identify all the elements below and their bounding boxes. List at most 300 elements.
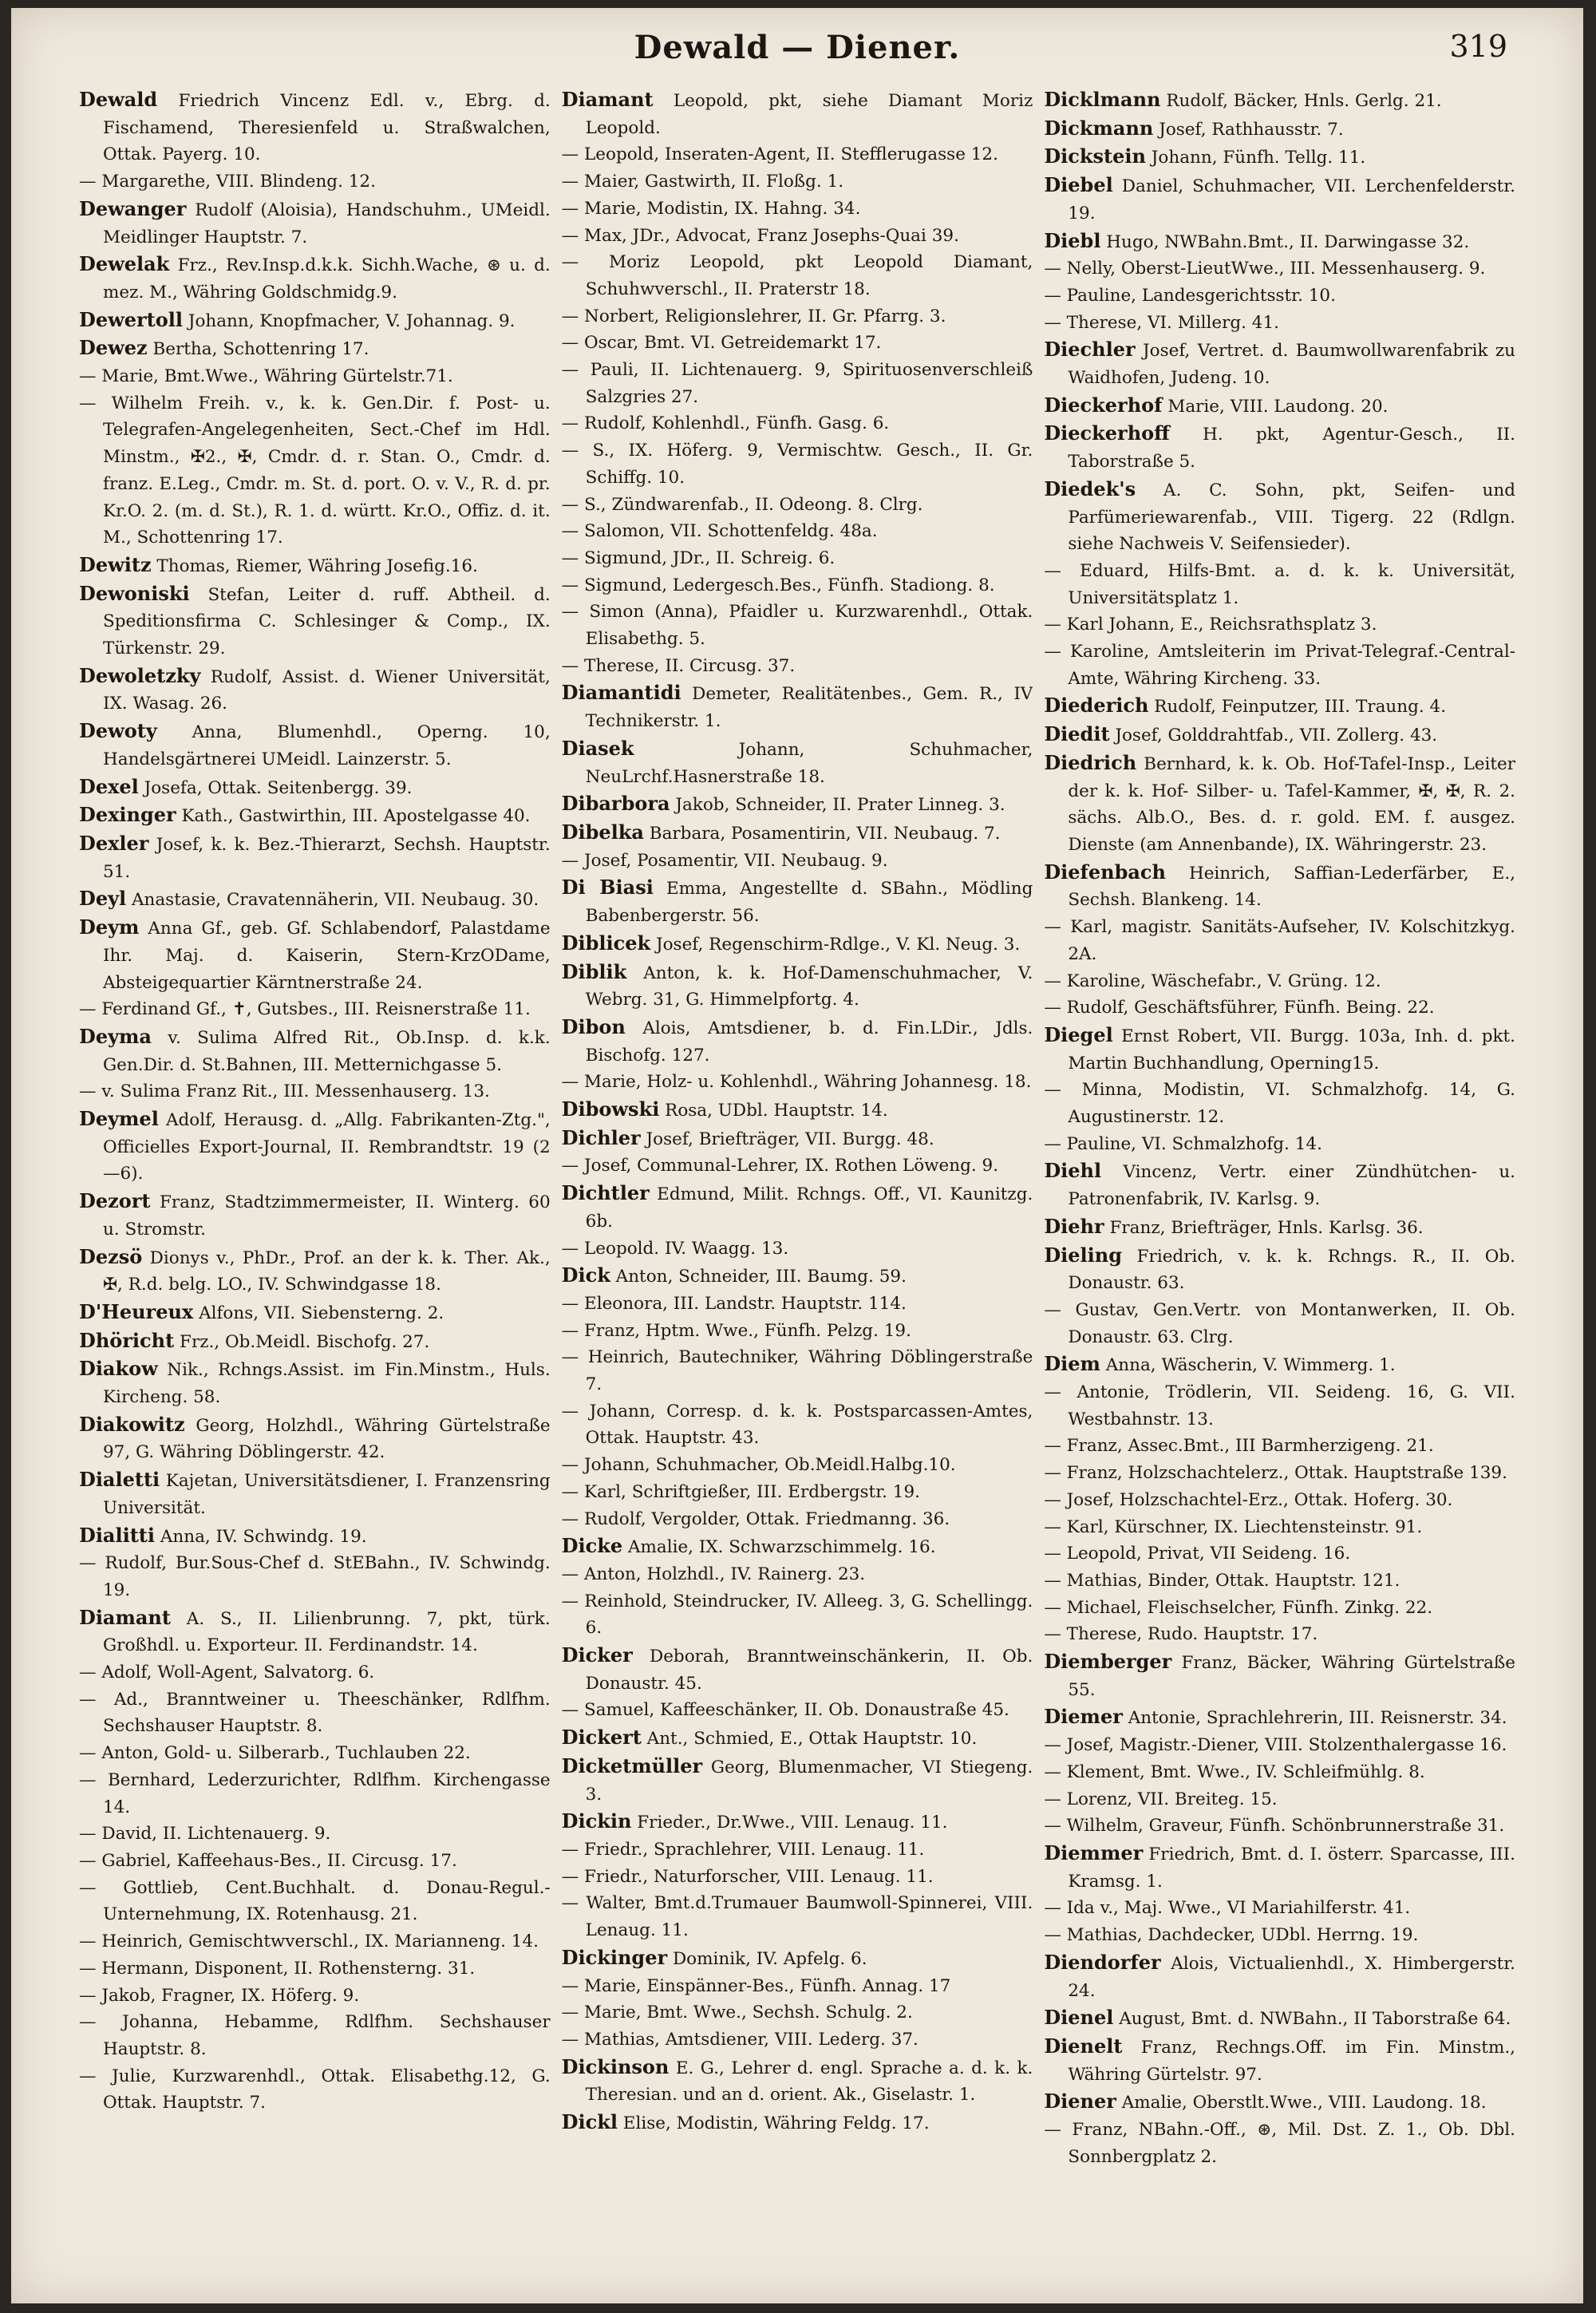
entry-surname: Dewelak	[79, 252, 170, 276]
entry-text: — Michael, Fleischselcher, Fünfh. Zinkg. 22.	[1044, 1597, 1433, 1618]
entry-surname: Dickinson	[561, 2054, 670, 2078]
entry-text: — S., Zündwarenfab., II. Odeong. 8. Clrg.	[561, 494, 923, 515]
entry-text: — Franz, Holzschachtelerz., Ottak. Hauptstraße 139.	[1044, 1463, 1507, 1484]
directory-entry	[1044, 255, 1515, 283]
directory-entry	[79, 1821, 551, 1848]
directory-entry	[562, 437, 1033, 491]
entry-text: — Karl, Schriftgießer, III. Erdbergstr. 19.	[561, 1481, 920, 1502]
entry-text: Thomas, Riemer, Währing Josefig.16.	[151, 556, 478, 576]
entry-text: Josef, Briefträger, VII. Burgg. 48.	[640, 1129, 934, 1149]
entry-surname: Dewoniski	[79, 581, 190, 605]
entry-text: Dionys v., PhDr., Prof. an der k. k. Ther. Ak., ✠, R.d. belg. LO., IV. Schwindgasse 18.	[103, 1247, 551, 1295]
entry-surname: Dexel	[79, 774, 139, 798]
directory-entry	[1044, 310, 1515, 337]
directory-entry	[79, 2063, 551, 2117]
entry-text: — Friedr., Sprachlehrer, VIII. Lenaug. 11.	[561, 1840, 925, 1860]
entry-surname: Deym	[79, 915, 140, 939]
directory-entry	[79, 2009, 551, 2062]
directory-entry	[1044, 1077, 1515, 1130]
entry-surname: Diemberger	[1044, 1650, 1172, 1674]
entry-surname: Dickert	[561, 1726, 642, 1750]
entry-text: Bernhard, k. k. Ob. Hof-Tafel-Insp., Leiter der k. k. Hof- Silber- u. Tafel-Kammer, ✠, ✠, R. 2. sächs. Alb.O., Bes. d. r. gold. EM. f. ausgez. Dienste (am Annenbande), IX. Währingerstr. 23.	[1068, 753, 1516, 855]
directory-entry	[562, 1479, 1033, 1506]
entry-text: Anton, Schneider, III. Baumg. 59.	[610, 1267, 907, 1287]
directory-entry	[562, 492, 1033, 519]
directory-entry	[79, 1105, 551, 1188]
entry-text: Anna, Blumenhdl., Operng. 10, Handelsgärtnerei UMeidl. Lainzerstr. 5.	[103, 722, 551, 769]
directory-entry	[79, 1875, 551, 1928]
entry-text: Ant., Schmied, E., Ottak Hauptstr. 10.	[641, 1729, 978, 1750]
directory-entry	[562, 1452, 1033, 1479]
entry-surname: Diegel	[1044, 1022, 1113, 1046]
entry-surname: Dewertoll	[79, 307, 183, 331]
entry-text: — Franz, Assec.Bmt., III Barmherzigeng. 21.	[1044, 1436, 1434, 1457]
directory-entry	[79, 1928, 551, 1955]
entry-surname: Diederich	[1044, 694, 1149, 718]
entry-text: — Karoline, Wäschefabr., V. Grüng. 12.	[1044, 971, 1381, 991]
entry-text: — Julie, Kurzwarenhdl., Ottak. Elisabethg.12, G. Ottak. Hauptstr. 7.	[79, 2066, 551, 2113]
directory-entry	[79, 662, 551, 718]
entry-text: — Sigmund, JDr., II. Schreig. 6.	[561, 548, 836, 568]
directory-entry	[79, 996, 551, 1023]
entry-text: Franz, Briefträger, Hnls. Karlsg. 36.	[1104, 1217, 1424, 1238]
entry-surname: Diamantidi	[561, 681, 681, 705]
directory-entry	[1044, 1786, 1515, 1813]
directory-entry	[79, 580, 551, 662]
entry-text: — Marie, Einspänner-Bes., Fünfh. Annag. 17	[561, 1975, 951, 1996]
directory-entry	[562, 1944, 1033, 1973]
entry-text: — Karl, Kürschner, IX. Liechtensteinstr. 91.	[1044, 1516, 1423, 1537]
entry-text: — Johann, Schuhmacher, Ob.Meidl.Halbg.10.	[561, 1455, 956, 1476]
directory-entry	[1044, 476, 1515, 558]
entry-text: — Pauli, II. Lichtenauerg. 9, Spirituosenverschleiß Salzgries 27.	[561, 360, 1033, 407]
entry-text: Rudolf, Bäcker, Hnls. Gerlg. 21.	[1160, 91, 1442, 111]
entry-surname: Dewez	[79, 336, 148, 360]
entry-text: Ernst Robert, VII. Burgg. 103a, Inh. d. pkt. Martin Buchhandlung, Operning15.	[1068, 1026, 1516, 1073]
entry-surname: Deyl	[79, 887, 127, 911]
entry-text: — Leopold, Inseraten-Agent, II. Stefflerugasse 12.	[561, 144, 998, 165]
entry-text: Adolf, Herausg. d. „Allg. Fabrikanten-Ztg.", Officielles Export-Journal, II. Rembrandtstr. 19 (2—6).	[103, 1110, 551, 1184]
directory-entry	[79, 1299, 551, 1327]
entry-text: Rosa, UDbl. Hauptstr. 14.	[659, 1101, 888, 1121]
entry-text: — Mathias, Amtsdiener, VIII. Lederg. 37.	[561, 2029, 918, 2050]
entry-text: — Mathias, Dachdecker, UDbl. Herrng. 19.	[1044, 1925, 1419, 1946]
directory-entry	[1044, 1949, 1515, 2004]
entry-text: Elise, Modistin, Währing Feldg. 17.	[617, 2113, 930, 2134]
entry-text: Daniel, Schuhmacher, VII. Lerchenfelderstr. 19.	[1068, 176, 1516, 223]
directory-entry	[562, 1014, 1033, 1069]
directory-entry	[562, 2054, 1033, 2109]
directory-entry	[79, 1740, 551, 1767]
directory-entry	[1044, 994, 1515, 1022]
entry-text: Franz, Bäcker, Währing Gürtelstraße 55.	[1068, 1653, 1516, 1700]
directory-entry	[1044, 1297, 1515, 1350]
entry-surname: Dicklmann	[1044, 88, 1161, 111]
entry-text: — Max, JDr., Advocat, Franz Josephs-Quai 39.	[561, 225, 959, 246]
entry-text: Franz, Stadtzimmermeister, II. Winterg. 60 u. Stromstr.	[103, 1192, 551, 1240]
entry-surname: Dickinger	[561, 1945, 668, 1969]
entry-text: — Bernhard, Lederzurichter, Rdlfhm. Kirchengasse 14.	[79, 1769, 551, 1817]
entry-surname: Diedrich	[1044, 750, 1137, 774]
directory-entry	[1044, 611, 1515, 639]
directory-entry	[1044, 639, 1515, 692]
entry-text: Anna Gf., geb. Gf. Schlabendorf, Palastdame Ihr. Maj. d. Kaiserin, Stern-KrzODame, Absteigequartier Kärntnerstraße 24.	[103, 919, 551, 993]
directory-entry	[79, 1955, 551, 1983]
entry-surname: Diem	[1044, 1352, 1100, 1376]
directory-entry	[1044, 2033, 1515, 2088]
entry-text: — Leopold, Privat, VII Seideng. 16.	[1044, 1544, 1351, 1564]
directory-entry	[562, 2026, 1033, 2054]
directory-entry	[1044, 1759, 1515, 1786]
directory-entry	[1044, 692, 1515, 721]
directory-entry	[79, 363, 551, 390]
directory-entry	[562, 1642, 1033, 1697]
directory-entry	[1044, 1595, 1515, 1622]
entry-surname: Diamant	[561, 88, 654, 111]
directory-entry	[1044, 115, 1515, 144]
entry-text: Deborah, Branntweinschänkerin, II. Ob. Donaustr. 45.	[585, 1647, 1033, 1694]
entry-surname: Dezort	[79, 1189, 151, 1213]
directory-entry	[562, 848, 1033, 875]
directory-entry	[562, 303, 1033, 330]
entry-surname: Diemer	[1044, 1705, 1123, 1729]
directory-entry	[562, 141, 1033, 168]
directory-entry	[562, 357, 1033, 410]
entry-text: — Heinrich, Bautechniker, Währing Döblingerstraße 7.	[561, 1347, 1033, 1395]
entry-surname: Dezsö	[79, 1244, 143, 1268]
directory-entry	[562, 1180, 1033, 1235]
entry-text: — Johanna, Hebamme, Rdlfhm. Sechshauser Hauptstr. 8.	[79, 2012, 551, 2059]
entry-text: — Gustav, Gen.Vertr. von Montanwerken, II. Ob. Donaustr. 63. Clrg.	[1044, 1299, 1516, 1347]
entry-text: — Marie, Holz- u. Kohlenhdl., Währing Johannesg. 18.	[561, 1072, 1032, 1093]
directory-entry	[562, 790, 1033, 819]
entry-text: Edmund, Milit. Rchngs. Off., VI. Kaunitzg. 6b.	[585, 1184, 1033, 1232]
entry-text: Friedrich Vincenz Edl. v., Ebrg. d. Fischamend, Theresienfeld u. Straßwalchen, Ottak. Payerg. 10.	[103, 91, 551, 165]
page-title: Dewald — Diener.	[634, 29, 961, 66]
entry-text: — S., IX. Höferg. 9, Vermischtw. Gesch., II. Gr. Schiffg. 10.	[561, 441, 1033, 488]
directory-entry	[1044, 968, 1515, 995]
entry-text: Barbara, Posamentirin, VII. Neubaug. 7.	[643, 823, 1001, 844]
entry-text: Kath., Gastwirthin, III. Apostelgasse 40.	[176, 806, 531, 827]
directory-entry	[562, 1344, 1033, 1398]
directory-entry	[562, 1125, 1033, 1153]
entry-surname: Dexler	[79, 831, 149, 855]
entry-surname: Diasek	[561, 736, 634, 760]
entry-surname: Dieckerhoff	[1044, 421, 1170, 445]
entry-text: Demeter, Realitätenbes., Gem. R., IV Technikerstr. 1.	[585, 684, 1033, 732]
directory-entry	[79, 718, 551, 773]
entry-text: Leopold, pkt, siehe Diamant Moriz Leopold.	[585, 91, 1033, 138]
directory-entry	[79, 1411, 551, 1466]
entry-text: — Margarethe, VIII. Blindeng. 12.	[79, 172, 376, 192]
directory-entry	[1044, 2088, 1515, 2117]
directory-entry	[79, 251, 551, 306]
entry-text: Amalie, IX. Schwarzschimmelg. 16.	[622, 1537, 936, 1558]
entry-text: Johann, Fünfh. Tellg. 11.	[1145, 148, 1366, 168]
entry-surname: Dienelt	[1044, 2034, 1123, 2058]
entry-text: — Therese, II. Circusg. 37.	[561, 655, 796, 676]
directory-entry	[1044, 1487, 1515, 1514]
entry-text: Anton, k. k. Hof-Damenschuhmacher, V. Webrg. 31, G. Himmelpfortg. 4.	[585, 963, 1033, 1010]
entry-surname: Dialetti	[79, 1468, 160, 1492]
directory-entry	[79, 1848, 551, 1875]
entry-text: A. C. Sohn, pkt, Seifen- und Parfümeriewarenfab., VIII. Tigerg. 22 (Rdlgn. siehe Nachweis V. Seifensieder).	[1068, 480, 1516, 555]
directory-entry	[1044, 1022, 1515, 1077]
entry-text: Anna, IV. Schwindg. 19.	[155, 1526, 367, 1547]
entry-surname: D'Heureux	[79, 1299, 194, 1323]
directory-entry	[1044, 1703, 1515, 1732]
directory-entry	[562, 1724, 1033, 1753]
entry-surname: Diblik	[561, 959, 627, 983]
entry-surname: Dickstein	[1044, 144, 1146, 168]
entry-surname: Diefenbach	[1044, 860, 1166, 884]
entry-text: — Josef, Posamentir, VII. Neubaug. 9.	[561, 850, 888, 871]
directory-entry	[79, 1188, 551, 1243]
entry-surname: Diakowitz	[79, 1412, 185, 1436]
entry-text: — Friedr., Naturforscher, VIII. Lenaug. 11.	[561, 1866, 934, 1887]
directory-entry	[562, 518, 1033, 545]
directory-entry	[79, 1355, 551, 1410]
entry-text: — Eduard, Hilfs-Bmt. a. d. k. k. Universität, Universitätsplatz 1.	[1044, 560, 1516, 608]
entry-surname: Dicke	[561, 1534, 623, 1558]
entry-text: — Wilhelm, Graveur, Fünfh. Schönbrunnerstraße 31.	[1044, 1816, 1505, 1837]
entry-text: — Reinhold, Steindrucker, IV. Alleeg. 3, G. Schellingg. 6.	[561, 1591, 1033, 1639]
entry-text: — Franz, Hptm. Wwe., Fünfh. Pelzg. 19.	[561, 1320, 911, 1341]
entry-text: — Pauline, Landesgerichtsstr. 10.	[1044, 285, 1336, 306]
entry-surname: Dickmann	[1044, 116, 1154, 140]
directory-entry	[562, 1318, 1033, 1345]
entry-surname: Dewoty	[79, 719, 157, 743]
entry-surname: Dewitz	[79, 552, 152, 576]
entry-surname: Dichler	[561, 1125, 641, 1149]
directory-entry	[1044, 721, 1515, 749]
entry-text: — Minna, Modistin, VI. Schmalzhofg. 14, G. Augustinerstr. 12.	[1044, 1080, 1516, 1128]
directory-entry	[562, 1561, 1033, 1588]
entry-surname: Dicker	[561, 1643, 633, 1667]
entry-text: — Gabriel, Kaffeehaus-Bes., II. Circusg. 17.	[79, 1851, 457, 1871]
directory-page	[11, 8, 1583, 2303]
entry-surname: Dieckerhof	[1044, 393, 1163, 417]
directory-entry	[562, 223, 1033, 250]
directory-entry	[562, 930, 1033, 959]
entry-text: — Wilhelm Freih. v., k. k. Gen.Dir. f. Post- u. Telegrafen-Angelegenheiten, Sect.-Chef im Hdl. Minstm., ✠2., ✠, Cmdr. d. r. Stan. O., Cmdr. d. franz. E.Leg., Cmdr. m. St. d. port. O. v. V., R. d. pr. Kr.O. 2. (m. d. St.), R. 1. d. württ. Kr.O., Offiz. d. it. M., Schottenring 17.	[79, 393, 551, 548]
directory-entry	[562, 1506, 1033, 1533]
directory-entry	[562, 1890, 1033, 1943]
entry-surname: Diemmer	[1044, 1841, 1144, 1864]
entry-text: — Marie, Bmt.Wwe., Währing Gürtelstr.71.	[79, 366, 453, 387]
directory-entry	[79, 1659, 551, 1686]
directory-entry	[1044, 1922, 1515, 1949]
entry-text: — Walter, Bmt.d.Trumauer Baumwoll-Spinnerei, VIII. Lenaug. 11.	[561, 1893, 1033, 1941]
directory-entry	[79, 1243, 551, 1299]
directory-entry	[79, 306, 551, 335]
directory-entry	[1044, 1895, 1515, 1922]
entry-text: v. Sulima Alfred Rit., Ob.Insp. d. k.k. Gen.Dir. d. St.Bahnen, III. Metternichgasse 5.	[103, 1027, 551, 1075]
entry-text: Stefan, Leiter d. ruff. Abtheil. d. Speditionsfirma C. Schlesinger & Comp., IX. Türkenstr. 29.	[103, 584, 551, 659]
entry-text: Alois, Victualienhdl., X. Himbergerstr. 24.	[1068, 1953, 1516, 2001]
entry-text: Josef, k. k. Bez.-Thierarzt, Sechsh. Hauptstr. 51.	[103, 834, 551, 882]
entry-surname: Diakow	[79, 1357, 158, 1381]
entry-surname: Diener	[1044, 2090, 1116, 2113]
directory-entry	[79, 1327, 551, 1356]
entry-text: Amalie, Oberstlt.Wwe., VIII. Laudong. 18.	[1116, 2093, 1487, 2113]
directory-entry	[79, 1078, 551, 1105]
entry-text: — Rudolf, Bur.Sous-Chef d. StEBahn., IV. Schwindg. 19.	[79, 1553, 551, 1600]
entry-surname: Diebl	[1044, 228, 1101, 252]
entry-text: — Adolf, Woll-Agent, Salvatorg. 6.	[79, 1663, 375, 1683]
entry-surname: Dick	[561, 1263, 610, 1287]
directory-entry	[562, 874, 1033, 929]
entry-surname: Dibarbora	[561, 792, 670, 816]
entry-text: — Nelly, Oberst-LieutWwe., III. Messenhauserg. 9.	[1044, 259, 1486, 279]
directory-entry	[562, 168, 1033, 196]
entry-surname: Dewanger	[79, 196, 187, 220]
directory-entry	[79, 390, 551, 552]
entry-surname: Dewald	[79, 88, 158, 111]
entry-text: — Eleonora, III. Landstr. Hauptstr. 114.	[561, 1293, 907, 1314]
directory-entry	[562, 1069, 1033, 1096]
entry-surname: Diechler	[1044, 338, 1136, 362]
directory-entry	[79, 1983, 551, 2010]
directory-entry	[1044, 1840, 1515, 1895]
directory-entry	[562, 599, 1033, 652]
entry-surname: Diedek's	[1044, 476, 1136, 500]
directory-entry	[1044, 914, 1515, 967]
directory-entry	[562, 1864, 1033, 1891]
entry-text: — Anton, Gold- u. Silberarb., Tuchlauben 22.	[79, 1743, 471, 1764]
entry-text: — Ferdinand Gf., ✝, Gutsbes., III. Reisnerstraße 11.	[79, 999, 531, 1020]
entry-text: Friedrich, Bmt. d. I. österr. Sparcasse, III. Kramsg. 1.	[1068, 1844, 1516, 1892]
entry-surname: Diendorfer	[1044, 1950, 1161, 1974]
directory-entry	[1044, 1460, 1515, 1487]
entry-text: — Ida v., Maj. Wwe., VI Mariahilferstr. 41.	[1044, 1898, 1411, 1919]
directory-entry	[1044, 1813, 1515, 1840]
directory-entry	[1044, 1514, 1515, 1541]
directory-entry	[562, 1837, 1033, 1864]
entry-text: Josef, Rathhausstr. 7.	[1153, 119, 1344, 140]
directory-entry	[1044, 1540, 1515, 1568]
directory-entry	[79, 334, 551, 363]
entry-text: — Rudolf, Geschäftsführer, Fünfh. Being. 22.	[1044, 998, 1435, 1018]
entry-text: — Pauline, VI. Schmalzhofg. 14.	[1044, 1133, 1322, 1154]
directory-entry	[79, 1466, 551, 1521]
entry-text: Anastasie, Cravatennäherin, VII. Neubaug. 30.	[126, 890, 539, 911]
directory-entry	[1044, 1213, 1515, 1242]
directory-entry	[562, 1153, 1033, 1180]
entry-surname: Dexinger	[79, 803, 176, 827]
entry-surname: Dichtler	[561, 1181, 650, 1205]
page-number: 319	[1449, 29, 1507, 64]
directory-entry	[562, 572, 1033, 599]
entry-surname: Deyma	[79, 1024, 152, 1048]
directory-entry	[562, 1973, 1033, 2000]
directory-entry	[79, 86, 551, 168]
directory-entry	[1044, 1621, 1515, 1648]
entry-surname: Dialitti	[79, 1523, 156, 1547]
entry-surname: Dickl	[561, 2110, 618, 2134]
directory-entry	[1044, 749, 1515, 859]
entry-text: — Franz, NBahn.-Off., ⊛, Mil. Dst. Z. 1., Ob. Dbl. Sonnbergplatz 2.	[1044, 2120, 1516, 2167]
directory-entry	[562, 1697, 1033, 1724]
directory-entry	[79, 196, 551, 251]
entry-text: — David, II. Lichtenauerg. 9.	[79, 1824, 331, 1844]
entry-text: Dominik, IV. Apfelg. 6.	[667, 1948, 867, 1969]
directory-entry	[562, 86, 1033, 141]
directory-entry	[562, 1291, 1033, 1318]
entry-text: — v. Sulima Franz Rit., III. Messenhauserg. 13.	[79, 1081, 490, 1102]
entry-surname: Dicketmüller	[561, 1754, 703, 1777]
directory-entry	[1044, 1157, 1515, 1212]
directory-entry	[1044, 2004, 1515, 2033]
entry-text: Josef, Regenschirm-Rdlge., V. Kl. Neug. 3.	[650, 934, 1021, 955]
entry-text: — Samuel, Kaffeeschänker, II. Ob. Donaustraße 45.	[561, 1700, 1009, 1721]
entry-text: Josef, Vertret. d. Baumwollwarenfabrik zu Waidhofen, Judeng. 10.	[1068, 341, 1516, 389]
entry-text: August, Bmt. d. NWBahn., II Taborstraße 64.	[1113, 2009, 1511, 2030]
directory-entry	[1044, 1433, 1515, 1460]
directory-entry	[562, 959, 1033, 1014]
entry-text: — Mathias, Binder, Ottak. Hauptstr. 121.	[1044, 1570, 1400, 1591]
entry-text: Rudolf, Feinputzer, III. Traung. 4.	[1148, 697, 1447, 718]
directory-entry	[562, 1999, 1033, 2026]
entry-text: Rudolf, Assist. d. Wiener Universität, IX. Wasag. 26.	[103, 666, 551, 714]
entry-surname: Diblicek	[561, 931, 651, 955]
entry-surname: Diehr	[1044, 1214, 1104, 1238]
directory-entry	[79, 1522, 551, 1551]
directory-entry	[562, 679, 1033, 734]
entry-surname: Diebel	[1044, 173, 1113, 197]
directory-entry	[1044, 1242, 1515, 1297]
directory-entry	[562, 330, 1033, 357]
entry-text: — Josef, Holzschachtel-Erz., Ottak. Hoferg. 30.	[1044, 1489, 1453, 1510]
directory-entry	[562, 196, 1033, 223]
entry-surname: Dibowski	[561, 1097, 660, 1121]
entry-surname: Diamant	[79, 1605, 171, 1629]
directory-entry	[79, 1550, 551, 1603]
directory-entry	[562, 1532, 1033, 1561]
directory-entry	[1044, 1568, 1515, 1595]
entry-text: — Therese, VI. Millerg. 41.	[1044, 312, 1279, 333]
directory-entry	[562, 1236, 1033, 1263]
directory-entry	[1044, 1131, 1515, 1158]
entry-text: A. S., II. Lilienbrunng. 7, pkt, türk. Großhdl. u. Exporteur. II. Ferdinandstr. 14.	[103, 1608, 551, 1656]
entry-text: Marie, VIII. Laudong. 20.	[1162, 396, 1389, 417]
entry-text: — Hermann, Disponent, II. Rothensterng. 31.	[79, 1958, 476, 1979]
entry-surname: Dewoletzky	[79, 663, 201, 687]
entry-text: Johann, Schuhmacher, NeuLrchf.Hasnerstraße 18.	[585, 739, 1033, 787]
entry-text: Franz, Rechngs.Off. im Fin. Minstm., Währing Gürtelstr. 97.	[1068, 2037, 1516, 2085]
entry-text: — Anton, Holzhdl., IV. Rainerg. 23.	[561, 1564, 866, 1584]
entry-text: — Simon (Anna), Pfaidler u. Kurzwarenhdl., Ottak. Elisabethg. 5.	[561, 602, 1033, 650]
entry-surname: Dibon	[561, 1014, 626, 1038]
entry-surname: Dibelka	[561, 820, 644, 844]
entry-text: — Karl, magistr. Sanitäts-Aufseher, IV. Kolschitzkyg. 2A.	[1044, 917, 1516, 964]
entry-text: — Moriz Leopold, pkt Leopold Diamant, Schuhwverschl., II. Praterstr 18.	[561, 252, 1033, 299]
entry-text: Josefa, Ottak. Seitenbergg. 39.	[138, 777, 413, 798]
entry-text: — Therese, Rudo. Hauptstr. 17.	[1044, 1624, 1318, 1645]
entry-text: Alfons, VII. Siebensterng. 2.	[193, 1303, 444, 1323]
directory-entry	[1044, 143, 1515, 172]
directory-entry	[1044, 1379, 1515, 1433]
directory-entry	[562, 1753, 1033, 1808]
entry-text: — Johann, Corresp. d. k. k. Postsparcassen-Amtes, Ottak. Hauptstr. 43.	[561, 1401, 1033, 1449]
entry-text: Bertha, Schottenring 17.	[147, 339, 369, 360]
directory-entry	[79, 830, 551, 885]
directory-entry	[1044, 86, 1515, 115]
entry-text: Frz., Rev.Insp.d.k.k. Sichh.Wache, ⊛ u. d. mez. M., Währing Goldschmidg.9.	[103, 255, 551, 302]
directory-entry	[562, 735, 1033, 790]
directory-entry	[1044, 1648, 1515, 1703]
entry-text: — Norbert, Religionslehrer, II. Gr. Pfarrg. 3.	[561, 306, 946, 326]
